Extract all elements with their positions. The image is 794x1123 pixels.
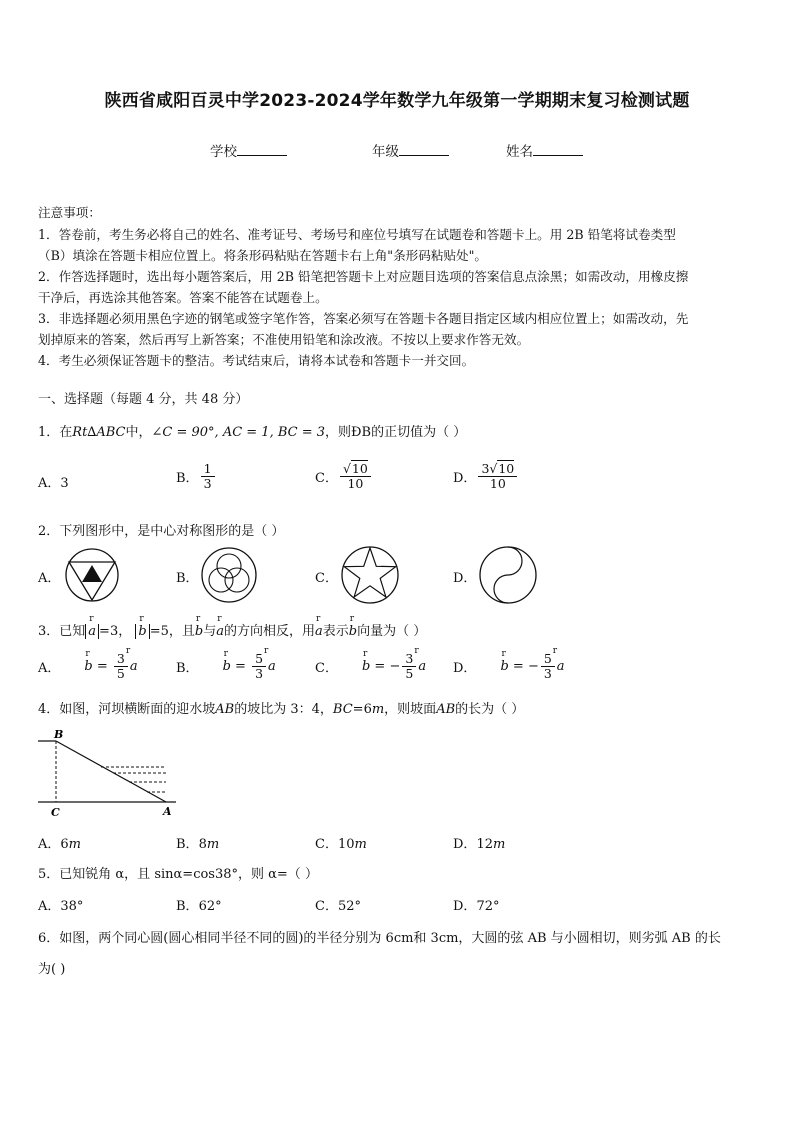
question-2: 2．下列图形中，是中心对称图形的是（ ） — [38, 524, 285, 539]
q2-figure-b — [200, 546, 258, 604]
note-line: 3．非选择题必须用黑色字迹的钢笔或签字笔作答，答案必须写在答题卡各题目指定区域内相应位置上；如需改动，先 — [38, 311, 689, 326]
q2-option-d-label[interactable]: D． — [453, 571, 477, 586]
q3-option-a[interactable]: A． r b = $\frac{3}{5}$ r a — [38, 646, 138, 682]
grade-label: 年级 — [372, 144, 399, 160]
school-label: 学校 — [210, 144, 237, 160]
q4-option-a[interactable]: A．6m — [38, 837, 81, 852]
q1-option-d[interactable]: D． $\frac{3√10}{10}$ — [453, 462, 519, 492]
note-line: 1．答卷前，考生务必将自己的姓名、准考证号、考场号和座位号填写在试题卷和答题卡上。用 2B 铅笔将试卷类型 — [38, 227, 676, 242]
note-line: 划掉原来的答案，然后再写上新答案；不准使用铅笔和涂改液。不按以上要求作答无效。 — [38, 332, 530, 347]
q2-figure-a — [64, 547, 120, 603]
q2-option-c-label[interactable]: C． — [315, 571, 338, 586]
question-3: 3．已知 r a =3， r b =5，且 r b与 r a的方向相反，用 r a表示 r b向量为（ ） — [38, 614, 427, 639]
name-field[interactable] — [506, 140, 583, 160]
q2-figure-c — [340, 545, 400, 605]
q5-option-a[interactable]: A．38° — [38, 899, 84, 914]
question-1: 1．在Rt∆ABC中，∠C = 90°, AC = 1, BC = 3，则ÐB的正切值为（ ） — [38, 425, 467, 440]
q4-option-c[interactable]: C．10m — [315, 837, 367, 852]
question-6-line-2: 为( ) — [38, 962, 66, 977]
question-6-line-1: 6．如图，两个同心圆(圆心相同半径不同的圆)的半径分别为 6cm和 3cm，大圆的弦 AB 与小圆相切，则劣弧 AB 的长 — [38, 931, 721, 946]
question-4: 4．如图，河坝横断面的迎水坡AB的坡比为 3：4，BC=6m，则坡面AB的长为（ ） — [38, 702, 525, 717]
q5-option-c[interactable]: C．52° — [315, 899, 361, 914]
note-line: 2．作答选择题时，选出每小题答案后，用 2B 铅笔把答题卡上对应题目选项的答案信息点涂黑；如需改动，用橡皮擦 — [38, 269, 689, 284]
q2-option-a-label[interactable]: A． — [38, 571, 61, 586]
q3-option-d[interactable]: D． r b = − $\frac{5}{3}$ r a — [453, 646, 565, 682]
note-line: （B）填涂在答题卡相应位置上。将条形码粘贴在答题卡右上角"条形码粘贴处"。 — [38, 248, 488, 263]
q1-option-b[interactable]: B． $\frac{1}{3}$ — [176, 462, 217, 492]
point-b-label: B — [54, 728, 64, 741]
q1-option-a[interactable]: A．3 — [38, 476, 69, 491]
q4-option-b[interactable]: B．8m — [176, 837, 220, 852]
q3-option-b[interactable]: B． r b = $\frac{5}{3}$ r a — [176, 646, 276, 682]
note-line: 干净后，再选涂其他答案。答案不能答在试题卷上。 — [38, 290, 328, 305]
page-title: 陕西省咸阳百灵中学2023-2024学年数学九年级第一学期期末复习检测试题 — [104, 91, 690, 111]
point-c-label: C — [51, 806, 60, 819]
section-heading: 一、选择题（每题 4 分，共 48 分） — [38, 392, 249, 407]
q2-figure-d — [478, 545, 538, 605]
notes-title: 注意事项： — [38, 205, 101, 220]
q5-option-d[interactable]: D．72° — [453, 899, 500, 914]
q4-option-d[interactable]: D．12m — [453, 837, 506, 852]
q2-option-b-label[interactable]: B． — [176, 571, 199, 586]
grade-field[interactable] — [372, 140, 449, 160]
question-5: 5．已知锐角 α，且 sinα=cos38°，则 α=（ ） — [38, 867, 318, 882]
q1-option-c[interactable]: C． $\frac{√10}{10}$ — [315, 462, 373, 492]
point-a-label: A — [163, 805, 172, 818]
q3-option-c[interactable]: C． r b = − $\frac{3}{5}$ r a — [315, 646, 427, 682]
q5-option-b[interactable]: B．62° — [176, 899, 222, 914]
name-label: 姓名 — [506, 144, 533, 160]
note-line: 4．考生必须保证答题卡的整洁。考试结束后，请将本试卷和答题卡一并交回。 — [38, 353, 475, 368]
q4-dam-figure — [34, 726, 184, 820]
school-field[interactable] — [210, 140, 287, 160]
